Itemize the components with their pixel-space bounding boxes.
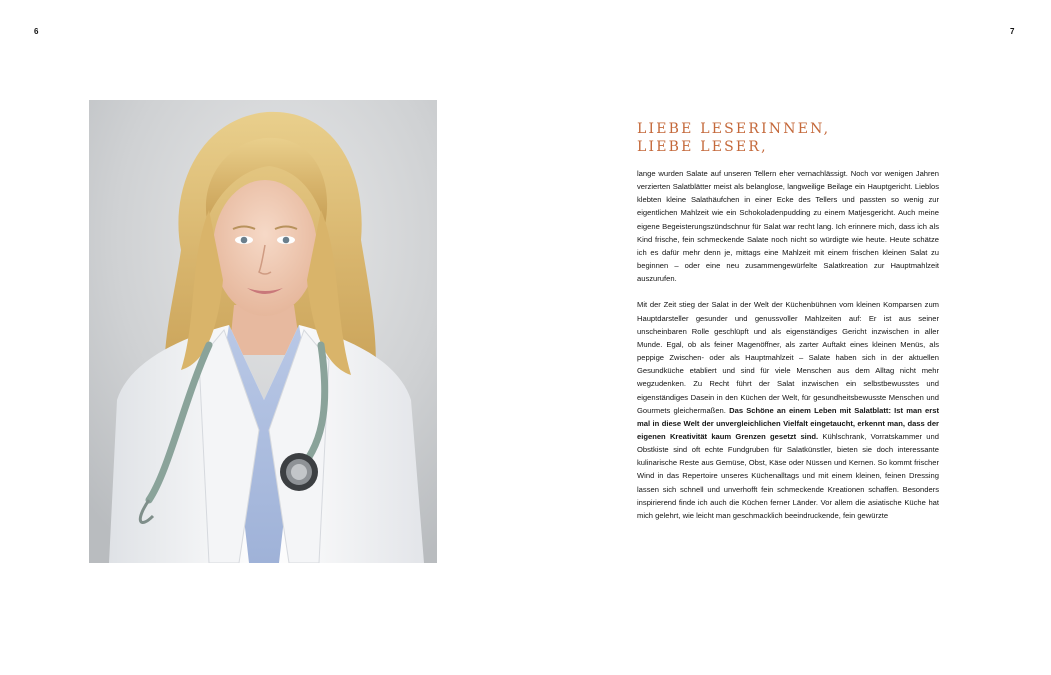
paragraph-2-rest: Kühlschrank, Vorratskammer und Obstkiste sind oft echte Fundgruben für Salatkünstler, bieten sie doch interessante kulinarische Reste aus Gemüse, Obst, Käse oder Nüssen und Kernen. So kommt frischer Wind in das Repertoire unseres Küchenalltags und mit einem kleinen, feinen Dressing lassen sich schnell und unverhofft fein schmeckende Kreationen schaffen. Besonders inspirierend finde ich auch die Küchen ferner Länder. Vor allem die asiatische Küche hat mich gelehrt, wie leicht man geschmacklich beeindruckende, fein gewürzte [637,431,939,520]
paragraph-2 [637,298,939,522]
foreword-text [637,167,939,522]
greeting-heading [637,120,957,156]
page-number-right: 7 [1010,27,1015,36]
greeting-heading-line-1: LIEBE LESERINNEN, [637,121,831,137]
author-portrait [89,100,437,563]
paragraph-2-bold: Das Schöne an einem Leben mit Salatblatt: Ist man erst mal in diese Welt der unvergleichlichen Vielfalt eingetaucht, erkennt man, dass der eigenen Kreativität kaum Grenzen gesetzt sind. [637,405,939,441]
paragraph-2-intro: Mit der Zeit stieg der Salat in der Welt der Küchenbühnen vom kleinen Komparsen zum Hauptdarsteller gesunder und genussvoller Mahlzeiten auf: Er ist aus seiner unscheinbaren Rolle geschlüpft und als eigenständiges Gericht inzwischen in aller Munde. Egal, ob als feiner Magenöffner, als zarter Auftakt eines kleinen Menüs, als peppige Zwischen- oder als Hauptmahlzeit – Salate haben sich in der aktuellen Gesundküche etabliert und sind für viele Menschen aus dem Alltag nicht mehr wegzudenken. Zu Recht führt der Salat inzwischen ein selbstbewusstes und eigenständiges Dasein in den Küchen der Welt, für gesundheitsbewusste Menschen und Gourmets gleichermaßen. [637,300,939,415]
page-bottom-margin [600,563,1000,675]
paragraph-1: lange wurden Salate auf unseren Tellern eher vernachlässigt. Noch vor wenigen Jahren verzierten Salatblätter meist als belanglose, langweilige Beilage ein Hauptgericht. Lieblos klebten kleine Salathäufchen in einer Ecke des Tellers und passten so wenig zur eigentlichen Mahlzeit wie ein Schokoladenpudding zu einem Matjesgericht. Auch meine eigene Begeisterungszündschnur für Salat war recht lang. Ich erinnere mich, dass ich als Kind frische, fein schmeckende Salate noch nicht so würdigte wie heute. Heute schätze ich es dafür mehr denn je, mittags eine Mahlzeit mit einem frischen kleinen Salat zu beginnen – oder eine neu zusammengewürfelte Salatkreation zur Hauptmahlzeit auszurufen. [637,169,939,284]
page-number-left: 6 [34,27,39,36]
greeting-heading-line-2: LIEBE LESER, [637,139,768,155]
